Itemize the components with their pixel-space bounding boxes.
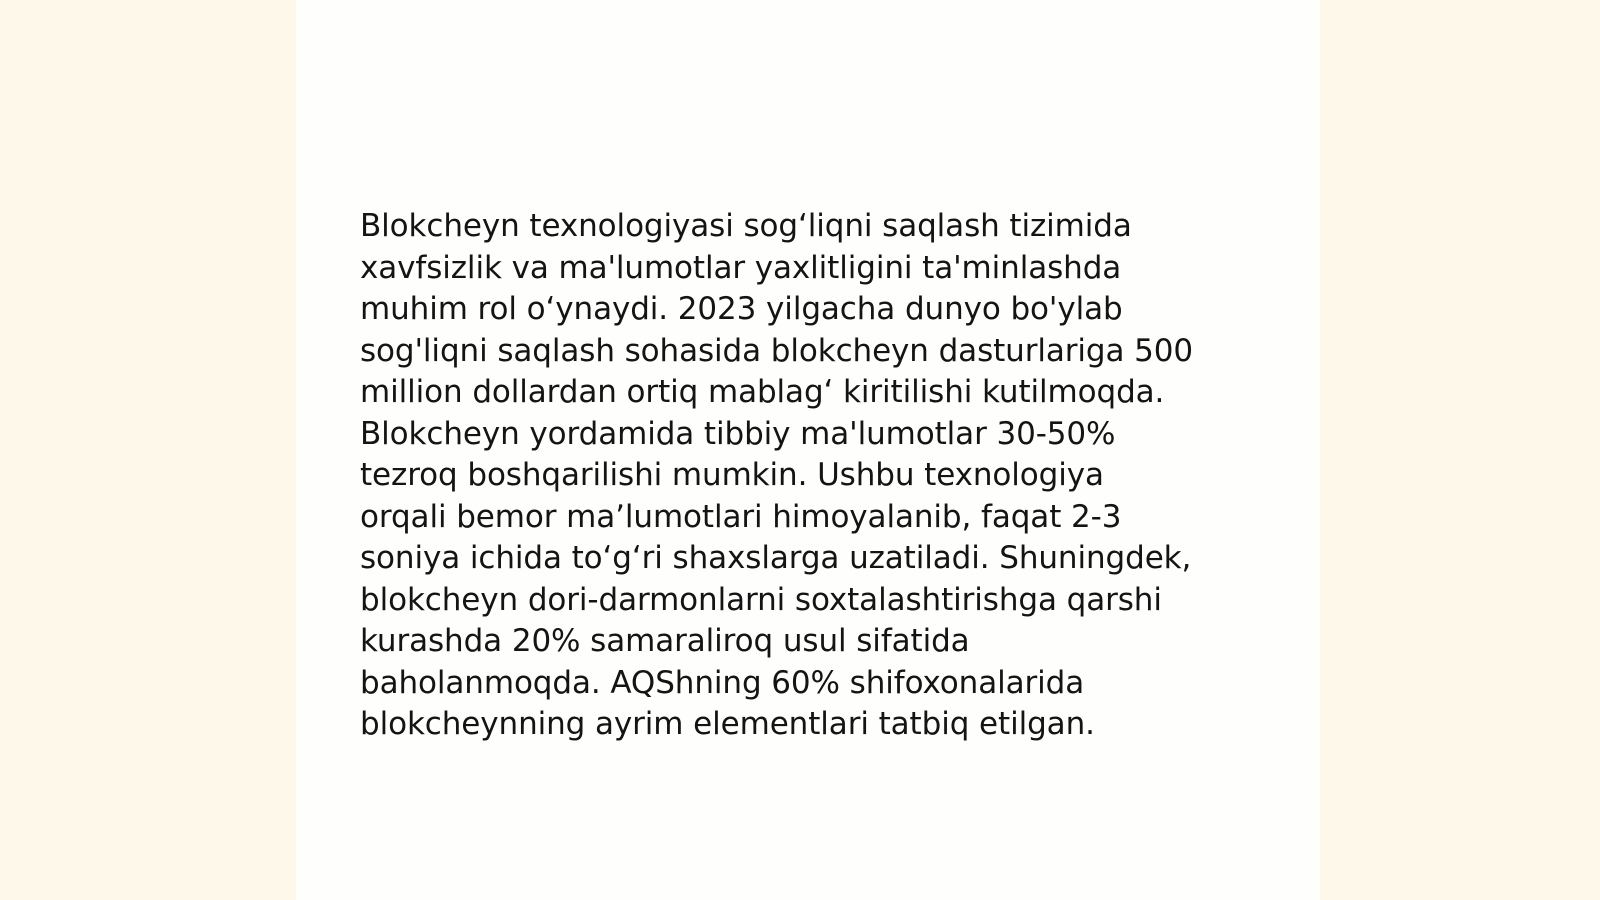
paragraph-line-2: xavfsizlik va ma'lumotlar yaxlitligini ta'minlashda bbox=[360, 249, 1122, 286]
paragraph-line-7: tezroq boshqarilishi mumkin. Ushbu texnologiya bbox=[360, 457, 1104, 493]
paragraph-line-3: muhim rol o‘ynaydi. 2023 yilgacha dunyo bo'ylab bbox=[360, 291, 1123, 327]
paragraph-line-12: baholanmoqda. AQShning 60% shifoxonalarida bbox=[360, 664, 1085, 701]
paragraph-line-13: blokcheynning ayrim elementlari tatbiq etilgan. bbox=[360, 706, 1095, 742]
paragraph-line-11: kurashda 20% samaraliroq usul sifatida bbox=[360, 623, 970, 659]
paragraph-line-10: blokcheyn dori-darmonlarni soxtalashtirishga qarshi bbox=[360, 581, 1162, 618]
paragraph-line-4: sog'liqni saqlash sohasida blokcheyn dasturlariga 500 bbox=[360, 332, 1194, 369]
body-paragraph bbox=[360, 206, 1260, 746]
document-page bbox=[296, 0, 1320, 900]
paragraph-line-1: Blokcheyn texnologiyasi sog‘liqni saqlash tizimida bbox=[360, 208, 1132, 244]
paragraph-line-6: Blokcheyn yordamida tibbiy ma'lumotlar 30-50% bbox=[360, 415, 1116, 452]
paragraph-line-8: orqali bemor ma’lumotlari himoyalanib, faqat 2-3 bbox=[360, 498, 1122, 535]
paragraph-line-5: million dollardan ortiq mablag‘ kiritilishi kutilmoqda. bbox=[360, 374, 1165, 410]
paragraph-line-9: soniya ichida to‘g‘ri shaxslarga uzatiladi. Shuningdek, bbox=[360, 540, 1192, 576]
